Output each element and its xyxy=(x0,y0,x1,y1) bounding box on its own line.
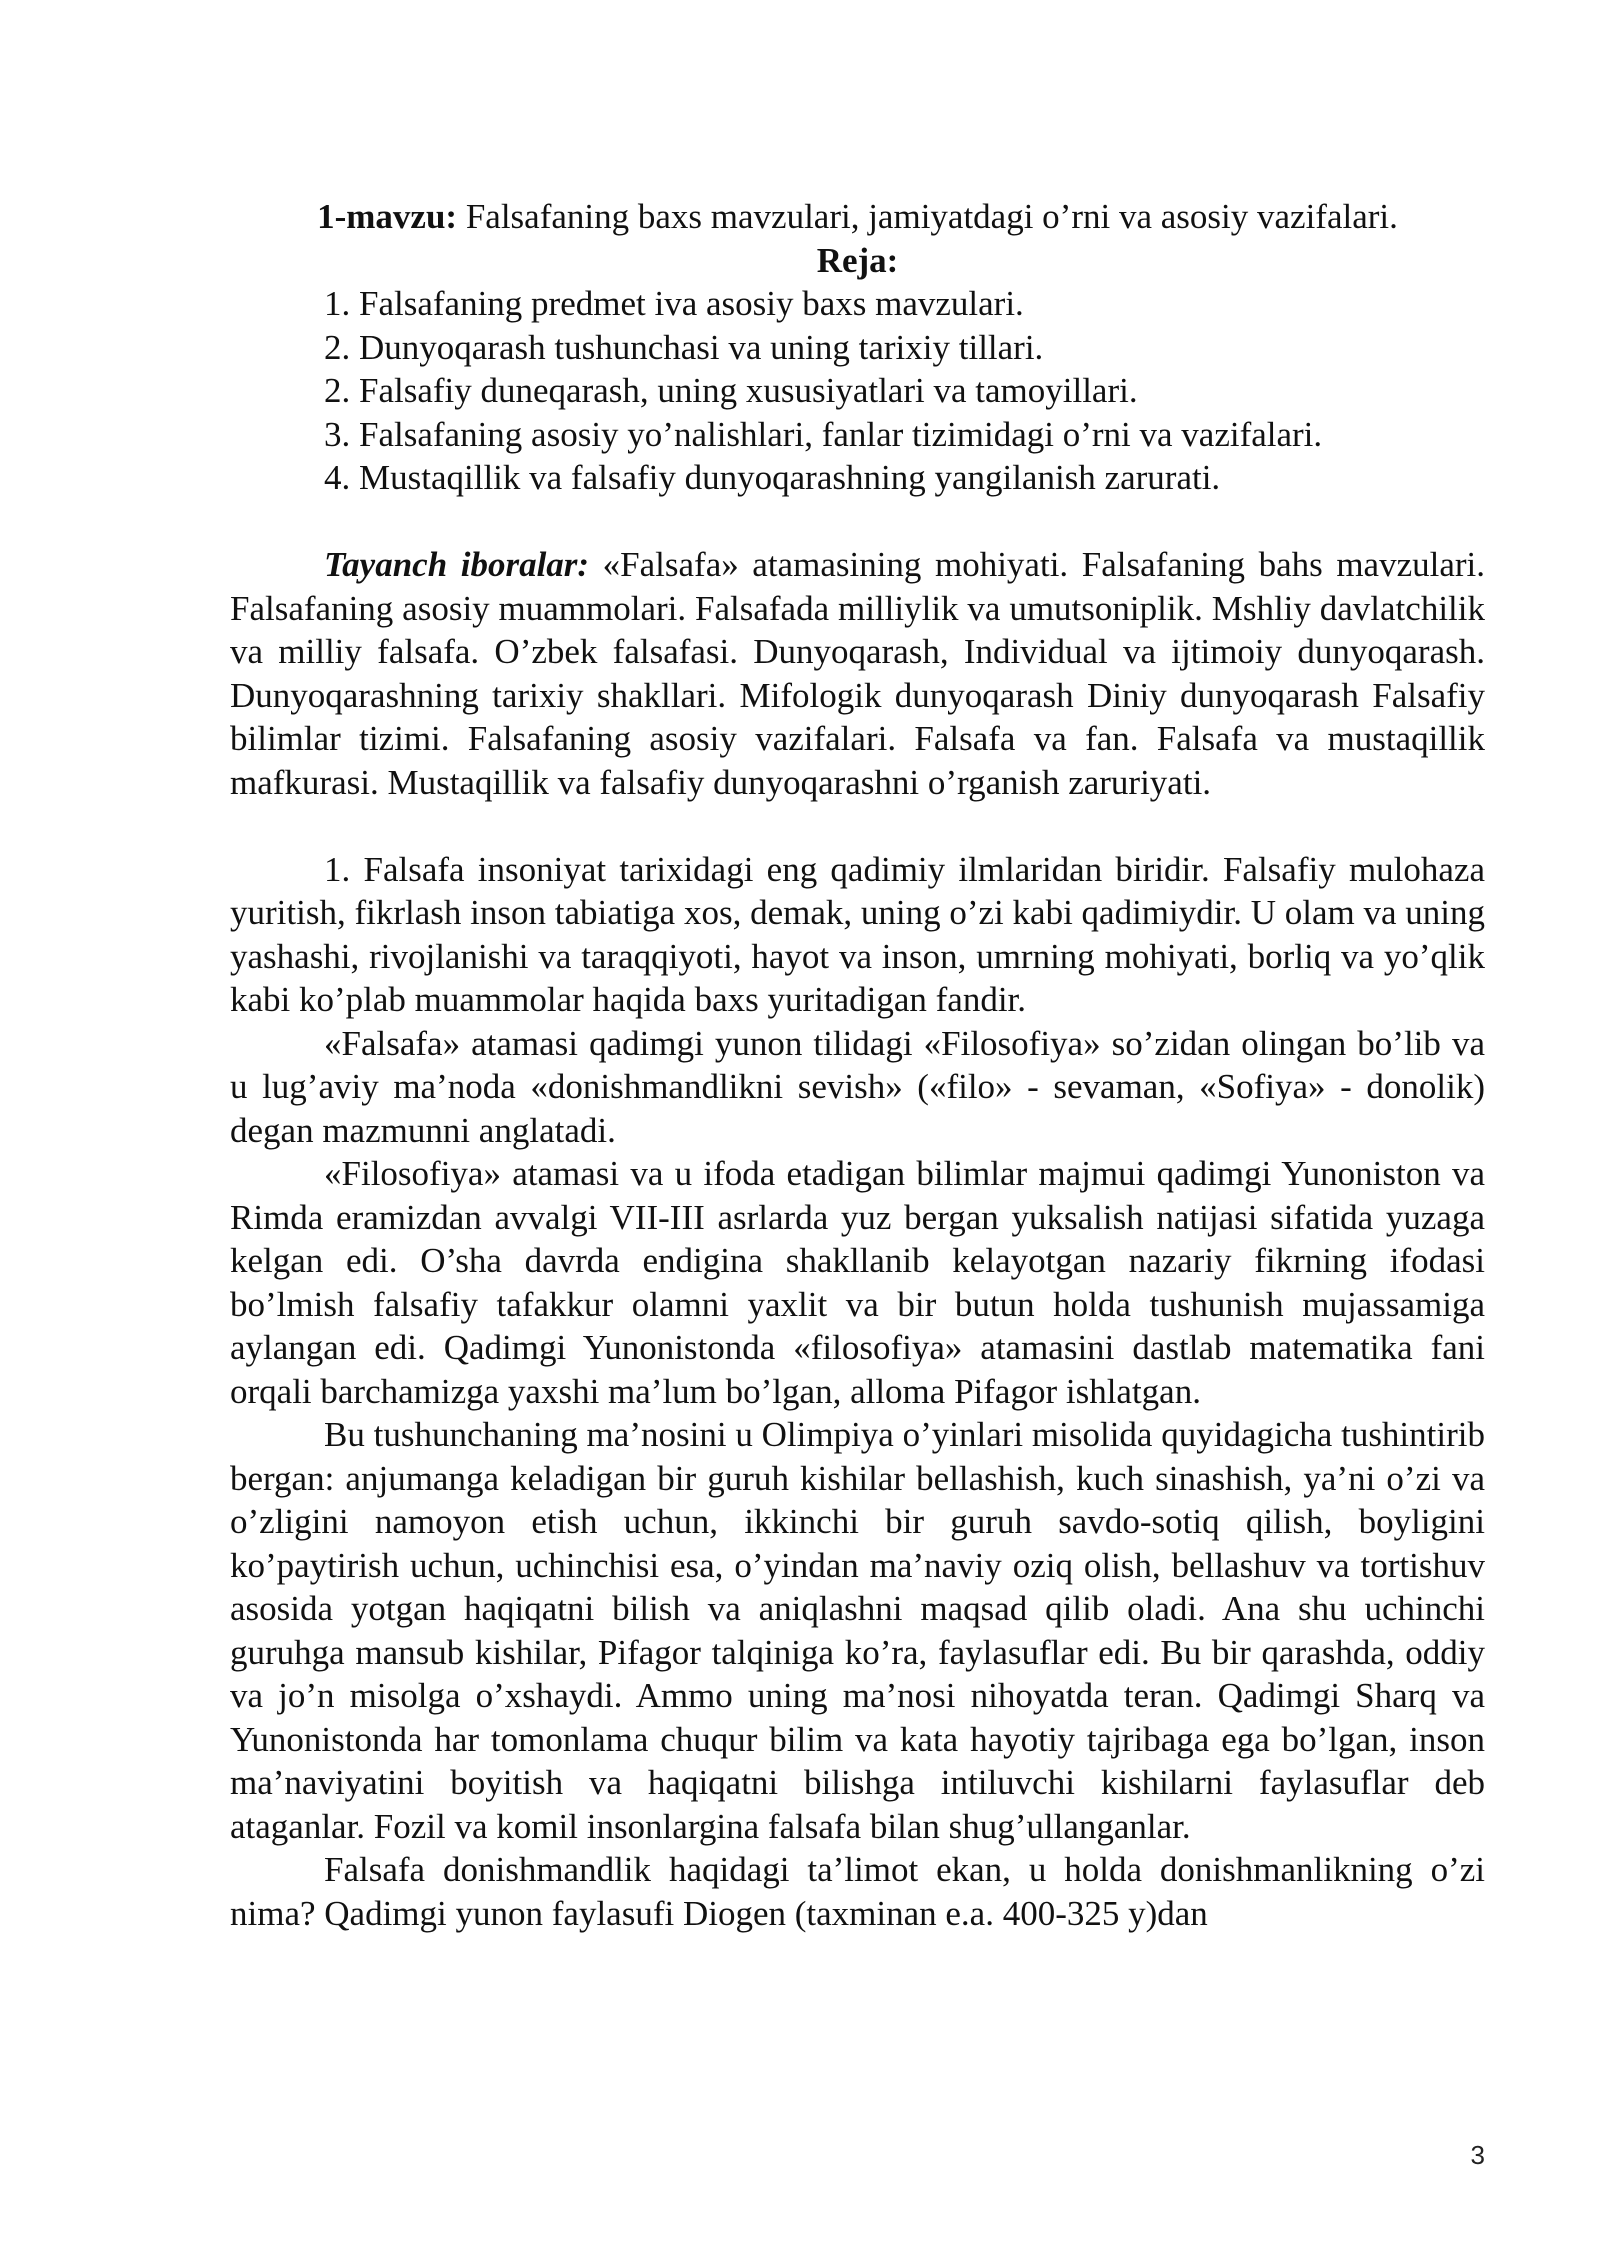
plan-item: 2. Dunyoqarash tushunchasi va uning tarixiy tillari. xyxy=(324,327,1044,367)
topic-title xyxy=(230,195,1485,239)
keywords-label: Tayanch iboralar: xyxy=(324,545,590,584)
plan-heading: Reja: xyxy=(816,240,899,280)
page-number: 3 xyxy=(1470,2140,1485,2170)
body-paragraph: Falsafa donishmandlik haqidagi ta’limot ekan, u holda donishmanlikning o’zi nima? Qadimgi yunon faylasufi Diogen (taxminan e.a. 400-325 y)dan xyxy=(230,1850,1485,1933)
body-paragraph: 1. Falsafa insoniyat tarixidagi eng qadimiy ilmlaridan biridir. Falsafiy mulohaza yuritish, fikrlash inson tabiatiga xos, demak, uning o’zi kabi qadimiydir. U olam va uning yashashi, rivojlanishi va taraqqiyoti, hayot va inson, umrning mohiyati, borliq va yo’qlik kabi ko’plab muammolar haqida baxs yuritadigan fandir. xyxy=(230,849,1485,1019)
spacer xyxy=(230,804,1485,848)
body-paragraph: «Falsafa» atamasi qadimgi yunon tilidagi «Filosofiya» so’zidan olingan bo’lib va u lug’aviy ma’noda «donishmandlikni sevish» («filo» - sevaman, «Sofiya» - donolik) degan mazmunni anglatadi. xyxy=(230,1023,1485,1150)
topic-label: 1-mavzu: xyxy=(317,197,458,236)
plan-item: 1. Falsafaning predmet iva asosiy baxs mavzulari. xyxy=(324,284,1024,323)
document-page xyxy=(230,195,1485,1935)
body-paragraph: «Filosofiya» atamasi va u ifoda etadigan bilimlar majmui qadimgi Yunoniston va Rimda eramizdan avvalgi VII-III asrlarda yuz bergan yuksalish natijasi sifatida yuzaga kelgan edi. O’sha davrda endigina shakllanib kelayotgan nazariy fikrning ifodasi bo’lmish falsafiy tafakkur olamni yaxlit va bir butun holda tushunish mujassamiga aylangan edi. Qadimgi Yunonistonda «filosofiya» atamasini dastlab matematika fani orqali barchamizga yaxshi ma’lum bo’lgan, alloma Pifagor ishlatgan. xyxy=(230,1154,1485,1411)
plan-list xyxy=(230,282,1485,500)
plan-item: 3. Falsafaning asosiy yo’nalishlari, fanlar tizimidagi o’rni va vazifalari. xyxy=(324,414,1323,454)
plan-item: 4. Mustaqillik va falsafiy dunyoqarashning yangilanish zarurati. xyxy=(324,458,1221,497)
keywords-text: «Falsafa» atamasining mohiyati. Falsafaning bahs mavzulari. Falsafaning asosiy muammolari. Falsafada milliylik va umutsoniplik. Mshliy davlatchilik va milliy falsafa. O’zbek falsafasi. Dunyoqarash, Individual va ijtimoiy dunyoqarash. Dunyoqarashning tarixiy shakllari. Mifologik dunyoqarash Diniy dunyoqarash Falsafiy bilimlar tizimi. Falsafaning asosiy vazifalari. Falsafa va fan. Falsafa va mustaqillik mafkurasi. Mustaqillik va falsafiy dunyoqarashni o’rganish zaruriyati. xyxy=(230,545,1485,802)
body-paragraph: Bu tushunchaning ma’nosini u Olimpiya o’yinlari misolida quyidagicha tushintirib bergan: anjumanga keladigan bir guruh kishilar bellashish, kuch sinashish, ya’ni o’zi va o’zligini namoyon etish uchun, ikkinchi bir guruh savdo-sotiq qilish, boyligini ko’paytirish uchun, uchinchisi esa, o’yindan ma’naviy oziq olish, bellashuv va tortishuv asosida yotgan haqiqatni bilish va aniqlashni maqsad qilib oladi. Ana shu uchinchi guruhga mansub kishilar, Pifagor talqiniga ko’ra, faylasuflar edi. Bu bir qarashda, oddiy va jo’n misolga o’xshaydi. Ammo uning ma’nosi nihoyatda teran. Qadimgi Sharq va Yunonistonda har tomonlama chuqur bilim va kata hayotiy tajribaga ega bo’lgan, inson ma’naviyatini boyitish va haqiqatni bilishga intiluvchi kishilarni faylasuflar deb ataganlar. Fozil va komil insonlargina falsafa bilan shug’ullanganlar. xyxy=(230,1415,1485,1846)
topic-title-text: Falsafaning baxs mavzulari, jamiyatdagi o’rni va asosiy vazifalari. xyxy=(457,197,1398,236)
plan-item: 2. Falsafiy duneqarash, uning xususiyatlari va tamoyillari. xyxy=(324,371,1138,410)
keywords-paragraph xyxy=(230,543,1485,804)
spacer xyxy=(230,500,1485,544)
